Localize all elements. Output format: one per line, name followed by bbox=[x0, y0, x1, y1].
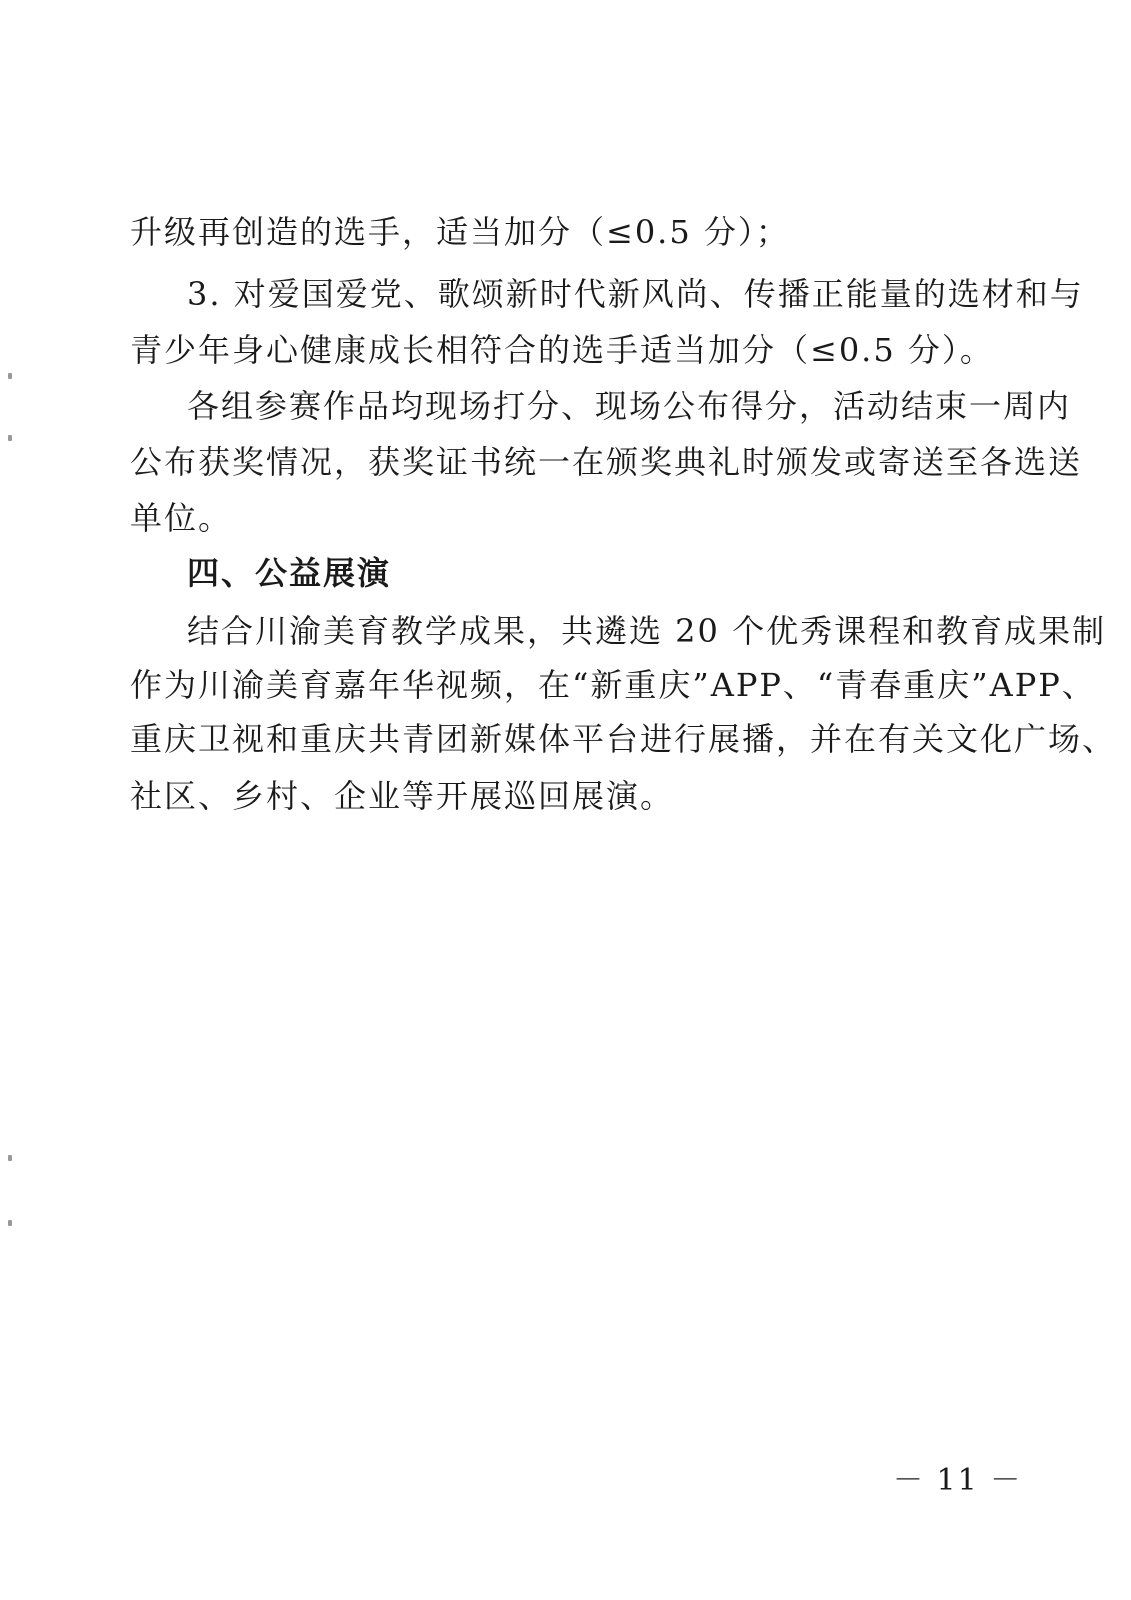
paragraph-line: 重庆卫视和重庆共青团新媒体平台进行展播，并在有关文化广场、 bbox=[130, 720, 1117, 758]
section-heading: 四、公益展演 bbox=[187, 554, 392, 592]
paragraph-line: 升级再创造的选手，适当加分（≤0.5 分）； bbox=[130, 213, 790, 251]
paragraph-line: 各组参赛作品均现场打分、现场公布得分，活动结束一周内 bbox=[187, 387, 1072, 425]
paragraph-line: 青少年身心健康成长相符合的选手适当加分（≤0.5 分）。 bbox=[130, 331, 994, 369]
paragraph-line: 单位。 bbox=[130, 499, 233, 537]
paragraph-line: 公布获奖情况，获奖证书统一在颁奖典礼时颁发或寄送至各选送 bbox=[130, 443, 1083, 481]
paragraph-line: 结合川渝美育教学成果，共遴选 20 个优秀课程和教育成果制 bbox=[187, 612, 1107, 650]
paragraph-line: 作为川渝美育嘉年华视频，在“新重庆”APP、“青春重庆”APP、 bbox=[130, 666, 1096, 704]
scan-mark bbox=[8, 435, 12, 441]
scan-mark bbox=[8, 1220, 12, 1226]
paragraph-line: 社区、乡村、企业等开展巡回展演。 bbox=[130, 777, 675, 815]
scan-mark bbox=[8, 1155, 12, 1161]
scan-mark bbox=[8, 373, 12, 379]
page-number: － 11 － bbox=[893, 1463, 1023, 1498]
paragraph-line: 3. 对爱国爱党、歌颂新时代新风尚、传播正能量的选材和与 bbox=[187, 275, 1084, 313]
